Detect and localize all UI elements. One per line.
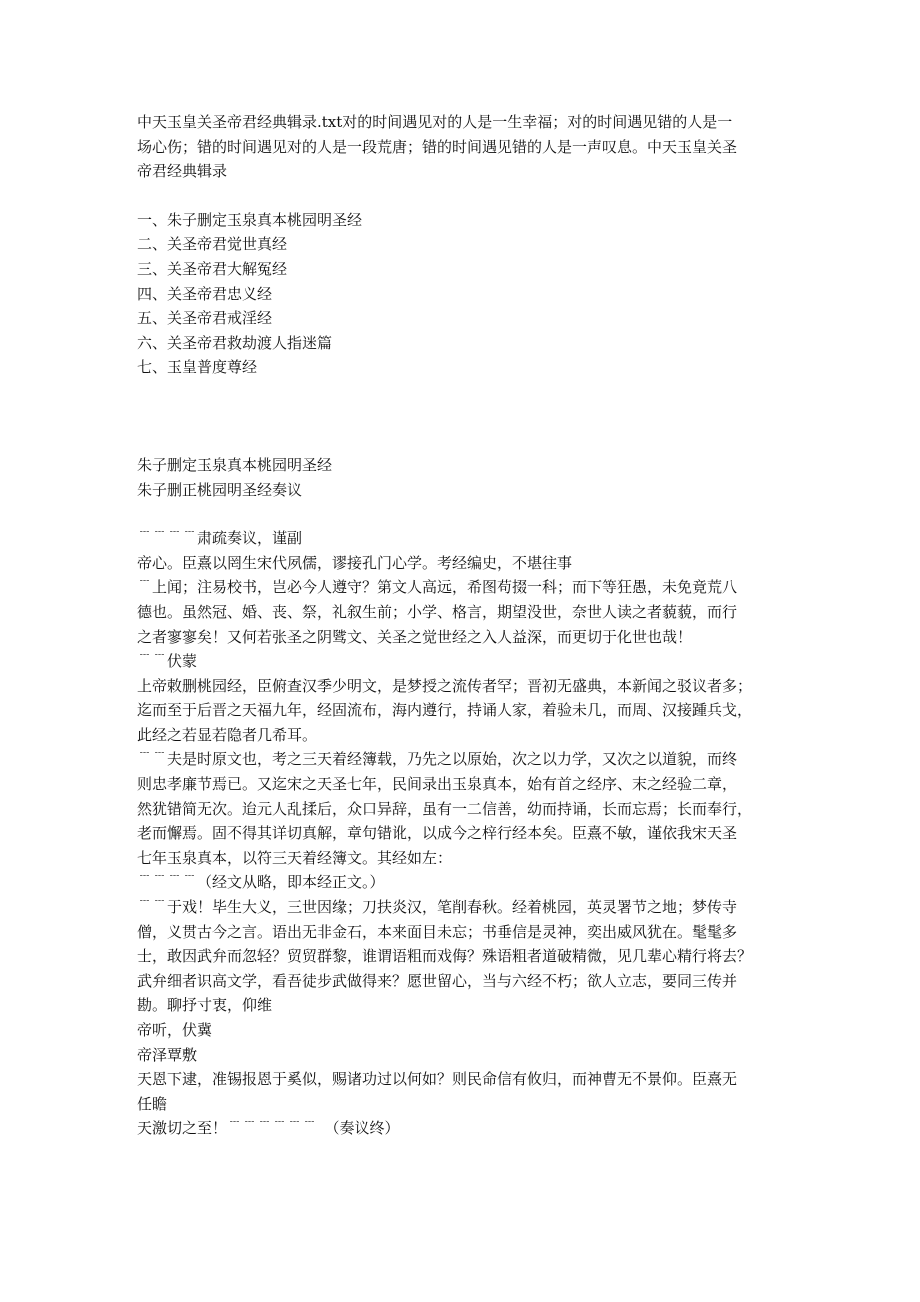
body-line: 任瞻 (137, 1094, 168, 1113)
body-line: 之者寥寥矣！又何若张圣之阴骘文、关圣之觉世经之入人益深，而更切于化世也哉！ (137, 627, 693, 646)
toc-item-7: 七、玉皇普度尊经 (137, 358, 258, 377)
body-line: 武弁细者识高文学，看吾徒步武做得来？愿世留心，当与六经不朽；欲人立志，要同三传并 (137, 971, 738, 990)
document-page (137, 110, 787, 1141)
body-line: 士，敢因武弁而忽轻？贸贸群黎，谁谓语粗而戏侮？殊语粗者道破精微，见几辈心精行将去？ (137, 947, 753, 966)
spacer (137, 502, 787, 526)
body-line: 德也。虽然冠、婚、丧、祭，礼叙生前；小学、格言，期望没世，奈世人读之者藐藐，而行 (137, 602, 738, 621)
body-line: 则忠孝廉节焉已。又迄宋之天圣七年，民间录出玉泉真本，始有首之经序、末之经验二章， (137, 775, 738, 794)
body-line: 僧，义贯古今之言。语出无非金石，本来面目未忘；书垂信是灵神，奕出威风犹在。髦髦多 (137, 922, 738, 941)
body-line: 然犹错简无次。迨元人乱揉后，众口异辞，虽有一二信善，幼而持诵，长而忘焉；长而奉行， (137, 799, 753, 818)
body-line: 上帝敕删桃园经，臣俯查汉季少明文，是梦授之流传者罕；晋初无盛典，本新闻之驳议者多； (137, 676, 753, 695)
toc-item-3: 三、关圣帝君大解冤经 (137, 259, 288, 278)
body-line: ﹉上闻；注易校书，岂必今人遵守？第文人高远，希图苟掇一科；而下等狂愚，未免竟荒八 (137, 578, 738, 597)
body-line: 帝泽覃敷 (137, 1045, 198, 1064)
body-line: ﹉﹉夫是时原文也，考之三天着经簿载，乃先之以原始，次之以力学，又次之以道貌，而终 (137, 750, 738, 769)
toc-item-6: 六、关圣帝君救劫渡人指迷篇 (137, 333, 333, 352)
body-line: 帝听，伏冀 (137, 1021, 213, 1039)
body-line: 帝心。臣熹以罔生宋代夙儒，谬接孔门心学。考经编史，不堪往事 (137, 553, 573, 572)
body-line: 此经之若显若隐者几希耳。 (137, 725, 318, 744)
body-line: 天恩下逮，准锡报恩于奚似，赐诸功过以何如？则民命信有攸归，而神曹无不景仰。臣熹无 (137, 1070, 738, 1089)
spacer (137, 184, 787, 208)
body-line: ﹉﹉于戏！毕生大义，三世因缘；刀扶炎汉，笔削春秋。经着桃园，英灵署节之地；梦传寺 (137, 898, 738, 917)
toc-item-5: 五、关圣帝君戒淫经 (137, 309, 273, 328)
body-line: 勘。聊抒寸衷，仰维 (137, 996, 273, 1015)
section-title: 朱子删定玉泉真本桃园明圣经 (137, 455, 333, 474)
body-line: ﹉﹉伏蒙 (137, 652, 198, 671)
toc-item-1: 一、朱子删定玉泉真本桃园明圣经 (137, 210, 363, 229)
section-subtitle: 朱子删正桃园明圣经奏议 (137, 480, 303, 499)
intro-line-1: 中天玉皇关圣帝君经典辑录.txt对的时间遇见对的人是一生幸福；对的时间遇见错的人是一 (137, 113, 733, 131)
memorial-body (137, 526, 787, 1141)
body-line: 天激切之至！﹉﹉﹉﹉﹉﹉ （奏议终） (137, 1119, 400, 1138)
body-line: ﹉﹉﹉﹉（经文从略，即本经正文。） (137, 873, 385, 892)
body-line: 迄而至于后晋之天福九年，经固流布，海内遵行，持诵人家，着验未几，而周、汉接踵兵戈， (137, 701, 753, 720)
spacer (137, 380, 787, 453)
intro-line-2: 场心伤；错的时间遇见对的人是一段荒唐；错的时间遇见错的人是一声叹息。中天玉皇关圣 (137, 137, 738, 156)
body-line: 老而懈焉。固不得其详切真解，章句错讹，以成今之梓行经本矣。臣熹不敏，谨依我宋天圣 (137, 824, 738, 843)
body-line: 七年玉泉真本，以符三天着经簿文。其经如左： (137, 848, 453, 867)
table-of-contents (137, 208, 787, 380)
toc-item-2: 二、关圣帝君觉世真经 (137, 235, 288, 254)
body-line: ﹉﹉﹉﹉肃疏奏议，谨副 (137, 529, 303, 548)
intro-line-3: 帝君经典辑录 (137, 162, 228, 181)
toc-item-4: 四、关圣帝君忠义经 (137, 284, 273, 303)
